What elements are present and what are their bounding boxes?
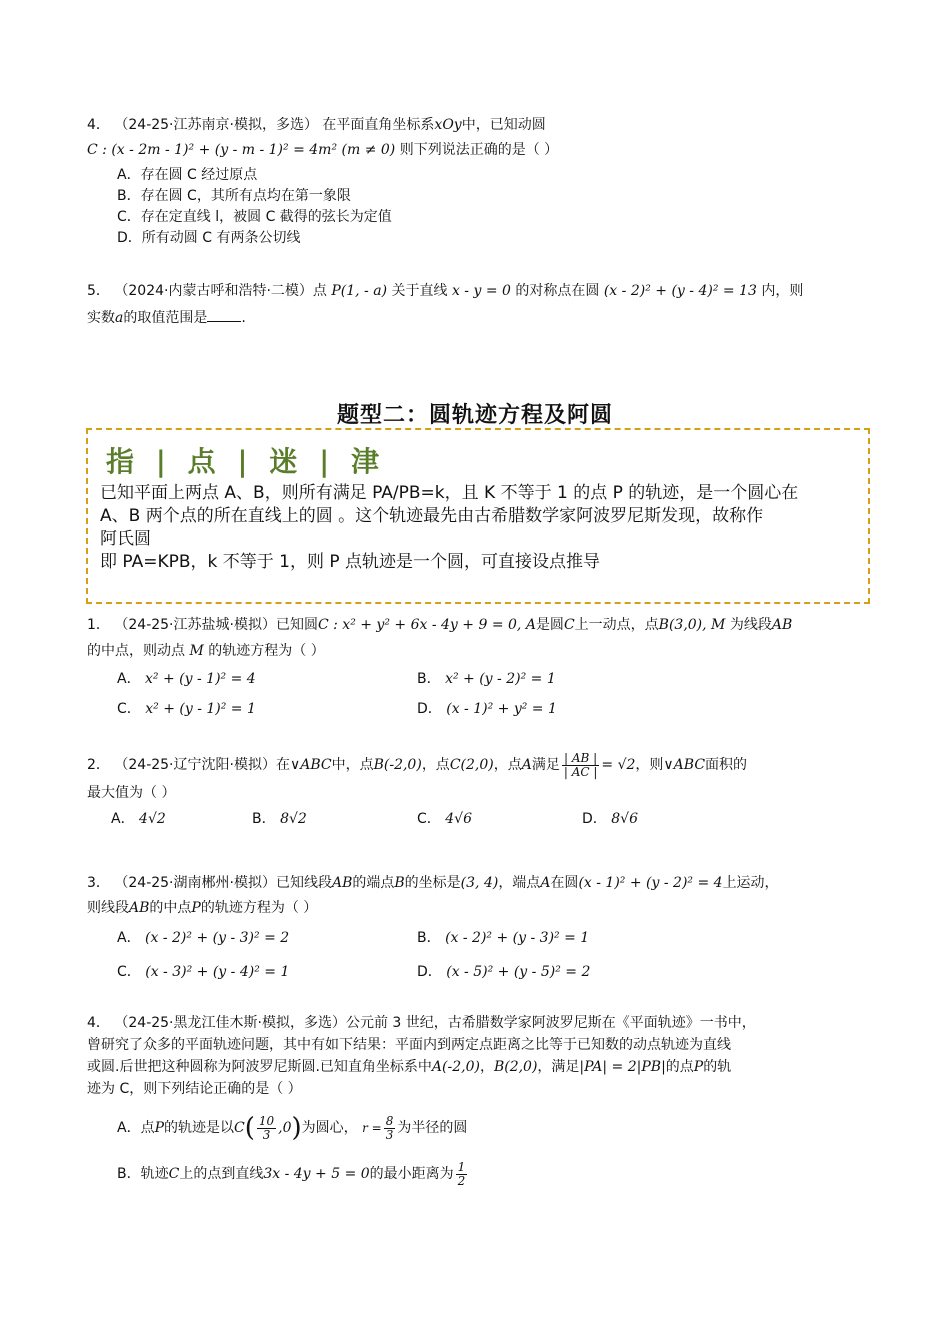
question-5-part1 (87, 280, 867, 329)
question-1-part2 (87, 614, 867, 720)
option-a: A． x² + (y - 1)² = 4 (117, 671, 256, 687)
question-stem: 最大值为（ ） (87, 785, 176, 801)
math-eq: = √2 (601, 757, 636, 773)
question-stem: 是圆 (535, 617, 564, 633)
question-4-part1 (87, 114, 867, 249)
question-3-part2 (87, 872, 867, 983)
question-stem: 中，已知动圆 (461, 117, 546, 133)
question-stem: 曾研究了众多的平面轨迹问题，其中有如下结果：平面内到两定点距离之比等于已知数的动点轨迹为直线 (87, 1037, 731, 1053)
math-point-b: B(2,0) (493, 1059, 538, 1075)
question-stem: 的轨 (703, 1059, 732, 1075)
question-number: 4． (87, 117, 110, 133)
options-row (87, 808, 867, 830)
question-source: （24-25·辽宁沈阳·模拟） (114, 757, 276, 773)
question-4-part2 (87, 1012, 867, 1194)
question-stem: 的中点 (149, 900, 192, 916)
option-a: A．点P的轨迹是以C( $\frac{10}{3}$ ,0)为圆心， r = $\frac{8}{3}$ 为半径的圆 (117, 1113, 468, 1143)
question-stem: 为线段 (729, 617, 772, 633)
question-stem: 迹为 C，则下列结论正确的是（ ） (87, 1081, 302, 1097)
option-c: C． (x - 3)² + (y - 4)² = 1 (117, 964, 290, 980)
question-stem: 已知线段 (275, 875, 332, 891)
question-stem: 面积的 (705, 757, 748, 773)
question-stem: 在 (275, 757, 290, 773)
question-source: （24-25·黑龙江佳木斯·模拟，多选） (114, 1015, 346, 1031)
math-point-b: B(-2,0) (373, 757, 422, 773)
math-point-p: P(1, - a) (331, 283, 388, 299)
option-b: B．存在圆 C，其所有点均在第一象限 (117, 188, 351, 204)
question-stem: ，点 (421, 757, 450, 773)
option-d: D． 8√6 (582, 811, 638, 827)
question-source: （24-25·湖南郴州·模拟） (114, 875, 276, 891)
question-stem: 上一动点，点 (574, 617, 659, 633)
option-b: B． x² + (y - 2)² = 1 (417, 671, 556, 687)
question-stem: 点 (312, 283, 327, 299)
math-circle: (x - 2)² + (y - 4)² = 13 (603, 283, 757, 299)
question-stem: 实数 (87, 310, 115, 326)
option-d: D． (x - 5)² + (y - 5)² = 2 (417, 964, 591, 980)
option-a: A． 4√2 (111, 811, 166, 827)
math-m: M (189, 643, 204, 659)
question-source: （24-25·江苏盐城·模拟） (114, 617, 276, 633)
math-point-b: B(3,0), M (658, 617, 726, 633)
question-stem: 的端点 (352, 875, 395, 891)
question-number: 5． (87, 283, 110, 299)
question-stem: ，则 (635, 757, 664, 773)
question-stem: 的取值范围是 (123, 310, 208, 326)
question-2-part2 (87, 748, 867, 830)
tip-body (100, 482, 860, 574)
option-b: B．轨迹C上的点到直线3x - 4y + 5 = 0的最小距离为 $\frac{1}{2}$ (117, 1159, 466, 1188)
option-d: D．所有动圆 C 有两条公切线 (117, 230, 301, 246)
option-d: D． (x - 1)² + y² = 1 (417, 701, 557, 717)
question-stem: ，满足 (537, 1059, 580, 1075)
question-number: 4． (87, 1015, 110, 1031)
section-title: 题型二：圆轨迹方程及阿圆 (336, 403, 613, 428)
math-circle: C : x² + y² + 6x - 4y + 9 = 0, A (317, 617, 536, 633)
math-p: P (191, 900, 201, 916)
question-stem: 的坐标是 (404, 875, 461, 891)
math-ab: AB (331, 875, 353, 891)
math-point: (3, 4) (460, 875, 499, 891)
question-stem: ，点 (493, 757, 522, 773)
question-stem: 公元前 3 世纪，古希腊数学家阿波罗尼斯在《平面轨迹》一书中， (345, 1015, 756, 1031)
question-stem: 则下列说法正确的是（ ） (399, 142, 559, 158)
math-line: x - y = 0 (451, 283, 511, 299)
question-stem: 满足 (531, 757, 560, 773)
options-row (87, 927, 867, 949)
question-stem: 的轨迹方程为（ ） (208, 643, 325, 659)
question-number: 2． (87, 757, 110, 773)
question-number: 1． (87, 617, 110, 633)
option-a: A．存在圆 C 经过原点 (117, 167, 258, 183)
math-a: A (540, 875, 551, 891)
math-ab: AB (129, 900, 150, 916)
math-ab: AB (771, 617, 793, 633)
question-stem: 在圆 (550, 875, 579, 891)
math-triangle: ∨ABC (289, 757, 332, 773)
options-row (87, 698, 867, 720)
question-source: （2024·内蒙古呼和浩特·二模） (114, 283, 313, 299)
question-stem: 关于直线 (391, 283, 448, 299)
tip-box (86, 428, 870, 604)
options-row (87, 961, 867, 983)
question-source: （24-25·江苏南京·模拟，多选） (114, 117, 318, 133)
math-p: P (693, 1059, 704, 1075)
question-stem: . (241, 310, 246, 326)
math-b: B (394, 875, 405, 891)
math-a: A (521, 757, 532, 773)
tip-line: 已知平面上两点 A、B，则所有满足 PA/PB=k，且 K 不等于 1 的点 P 的轨迹，是一个圆心在 (100, 483, 799, 503)
question-stem: 的中点，则动点 (87, 643, 185, 659)
math-c: C (563, 617, 575, 633)
question-stem: 的点 (665, 1059, 694, 1075)
question-stem: 上运动， (722, 875, 779, 891)
option-c: C． x² + (y - 1)² = 1 (117, 701, 256, 717)
math-var-a: a (115, 310, 124, 326)
question-stem: 已知圆 (275, 617, 318, 633)
math-condition: |PA| = 2|PB| (579, 1059, 666, 1075)
question-stem: 则线段 (87, 900, 129, 916)
option-a: A． (x - 2)² + (y - 3)² = 2 (117, 930, 290, 946)
options-row (87, 668, 867, 690)
question-stem: 的对称点在圆 (515, 283, 600, 299)
question-stem: 在平面直角坐标系 (322, 117, 435, 133)
option-b: B． (x - 2)² + (y - 3)² = 1 (417, 930, 590, 946)
question-stem: 中，点 (331, 757, 374, 773)
tip-line: 阿氏圆 (100, 529, 151, 549)
answer-blank (207, 321, 241, 322)
question-stem: 内，则 (761, 283, 804, 299)
ratio-fraction: $\frac{| AB |}{| AC |}$ (563, 750, 598, 779)
tip-line: 即 PA=KPB，k 不等于 1，则 P 点轨迹是一个圆，可直接设点推导 (100, 552, 601, 572)
question-stem: ， (479, 1059, 494, 1075)
question-number: 3． (87, 875, 110, 891)
option-b: B． 8√2 (252, 811, 307, 827)
circle-equation: C : (x - 2m - 1)² + (y - m - 1)² = 4m² (m ≠ 0) (87, 142, 396, 158)
option-c: C． 4√6 (417, 811, 472, 827)
math-triangle: ∨ABC (663, 757, 706, 773)
question-stem: 的轨迹方程为（ ） (200, 900, 318, 916)
math-circle: (x - 1)² + (y - 2)² = 4 (578, 875, 723, 891)
question-stem: ，端点 (498, 875, 541, 891)
question-stem: 或圆.后世把这种圆称为阿波罗尼斯圆.已知直角坐标系中 (87, 1059, 432, 1075)
math-xoy: xOy (434, 117, 462, 133)
option-c: C．存在定直线 l，被圆 C 截得的弦长为定值 (117, 209, 392, 225)
math-point-c: C(2,0) (449, 757, 494, 773)
tip-line: A、B 两个点的所在直线上的圆 。这个轨迹最先由古希腊数学家阿波罗尼斯发现，故称作 (100, 506, 764, 526)
math-point-a: A(-2,0) (431, 1059, 480, 1075)
tip-heading: 指 | 点 | 迷 | 津 (106, 445, 386, 478)
